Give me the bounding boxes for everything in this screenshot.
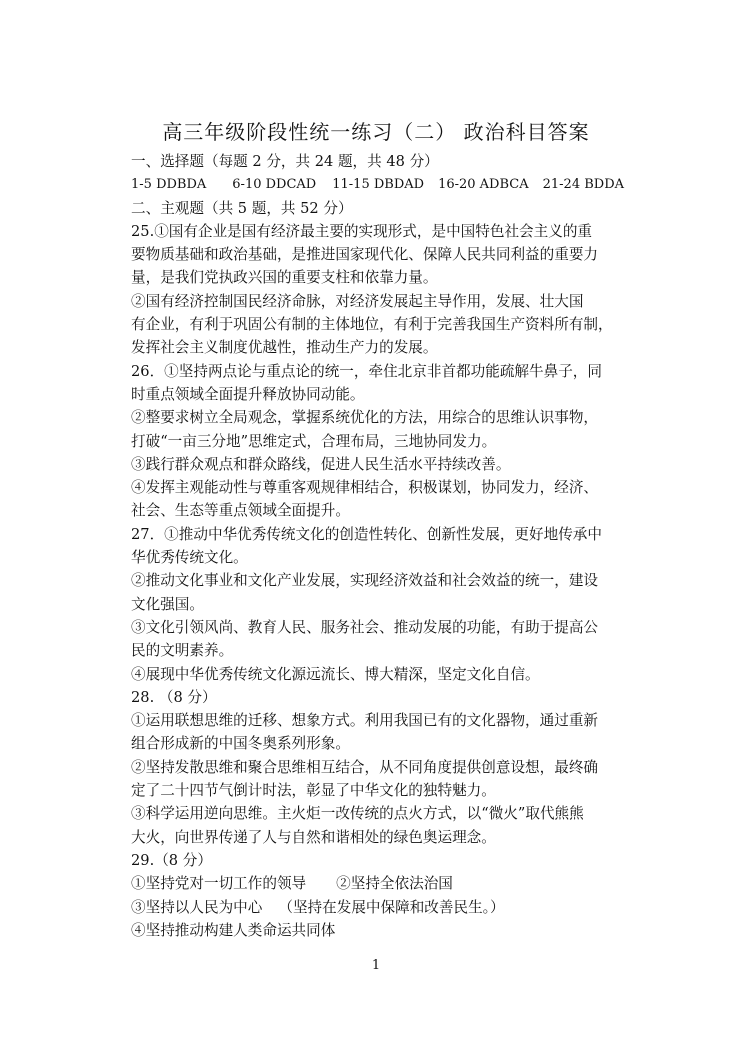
text-line: ①运用联想思维的迁移、想象方式。利用我国已有的文化器物，通过重新	[131, 712, 599, 730]
document-title: 高三年级阶段性统一练习（二） 政治科目答案	[162, 120, 590, 144]
page-number: 1	[371, 958, 381, 973]
text-line: 有企业，有利于巩固公有制的主体地位，有利于完善我国生产资料所有制，	[131, 316, 613, 334]
q29-row-3	[131, 919, 625, 942]
text-line: 26．①坚持两点论与重点论的统一，牵住北京非首都功能疏解牛鼻子，同	[131, 362, 602, 380]
answer-group-4: 16-20 ADBCA	[438, 177, 529, 193]
text-line: ④发挥主观能动性与尊重客观规律相结合，积极谋划，协同发力，经济、	[131, 479, 599, 497]
q29-item-1: ①坚持党对一切工作的领导	[131, 875, 307, 893]
answer-group-3: 11-15 DBDAD	[332, 177, 425, 193]
q29-item-2: ②坚持全依法治国	[336, 875, 453, 893]
text-line: 量，是我们党执政兴国的重要支柱和依靠力量。	[131, 269, 438, 287]
text-line: ③文化引领风尚、教育人民、服务社会、推动发展的功能，有助于提高公	[131, 618, 599, 636]
text-line: ②坚持发散思维和聚合思维相互结合，从不同角度提供创意设想，最终确	[131, 758, 599, 776]
section1-heading: 一、选择题（每题 2 分，共 24 题，共 48 分）	[131, 153, 439, 170]
answer-group-2: 6-10 DDCAD	[232, 177, 317, 193]
text-line: 25.①国有企业是国有经济最主要的实现形式，是中国特色社会主义的重	[131, 222, 593, 240]
text-line: 定了二十四节气倒计时法，彰显了中华文化的独特魅力。	[131, 782, 496, 800]
q29-row-2	[131, 896, 625, 919]
text-line: 发挥社会主义制度优越性，推动生产力的发展。	[131, 339, 438, 357]
q29-row-1	[131, 872, 625, 895]
text-line: 文化强国。	[131, 595, 204, 613]
answer-group-1: 1-5 DDBDA	[131, 177, 207, 193]
text-line: 民的文明素养。	[131, 642, 234, 660]
answer-key-line	[131, 173, 625, 196]
text-line: 28. （8 分）	[131, 688, 217, 706]
text-line: ②整要求树立全局观念，掌握系统优化的方法，用综合的思维认识事物，	[131, 409, 599, 427]
text-line: 27．①推动中华优秀传统文化的创造性转化、创新性发展，更好地传承中	[131, 525, 602, 543]
text-line: 华优秀传统文化。	[131, 549, 248, 567]
q29-item-3-note: （坚持在发展中保障和改善民生。）	[278, 898, 505, 916]
text-line: 社会、生态等重点领域全面提升。	[131, 502, 350, 520]
text-line: 组合形成新的中国冬奥系列形象。	[131, 735, 350, 753]
text-line: ③科学运用逆向思维。主火炬一改传统的点火方式，以“微火”取代熊熊	[131, 805, 584, 823]
text-line: 时重点领域全面提升释放协同动能。	[131, 385, 365, 403]
section2-heading: 二、主观题（共 5 题，共 52 分）	[131, 199, 353, 217]
text-line: ②国有经济控制国民经济命脉，对经济发展起主导作用，发展、壮大国	[131, 292, 584, 310]
q29-item-3: ③坚持以人民为中心	[131, 898, 263, 916]
text-line: 大火，向世界传递了人与自然和谐相处的绿色奥运理念。	[131, 828, 496, 846]
q29-item-4: ④坚持推动构建人类命运共同体	[131, 921, 336, 939]
answer-group-5: 21-24 BDDA	[542, 177, 625, 193]
text-line: ④展现中华优秀传统文化源远流长、博大精深，坚定文化自信。	[131, 665, 540, 683]
text-line: ②推动文化事业和文化产业发展，实现经济效益和社会效益的统一，建设	[131, 572, 599, 590]
text-line: 打破“一亩三分地”思维定式，合理布局，三地协同发力。	[131, 432, 497, 450]
text-line: ③践行群众观点和群众路线，促进人民生活水平持续改善。	[131, 455, 511, 473]
text-line: 要物质基础和政治基础，是推进国家现代化、保障人民共同利益的重要力	[131, 246, 599, 264]
text-line: 29.（8 分）	[131, 851, 212, 869]
document-body	[131, 150, 625, 942]
